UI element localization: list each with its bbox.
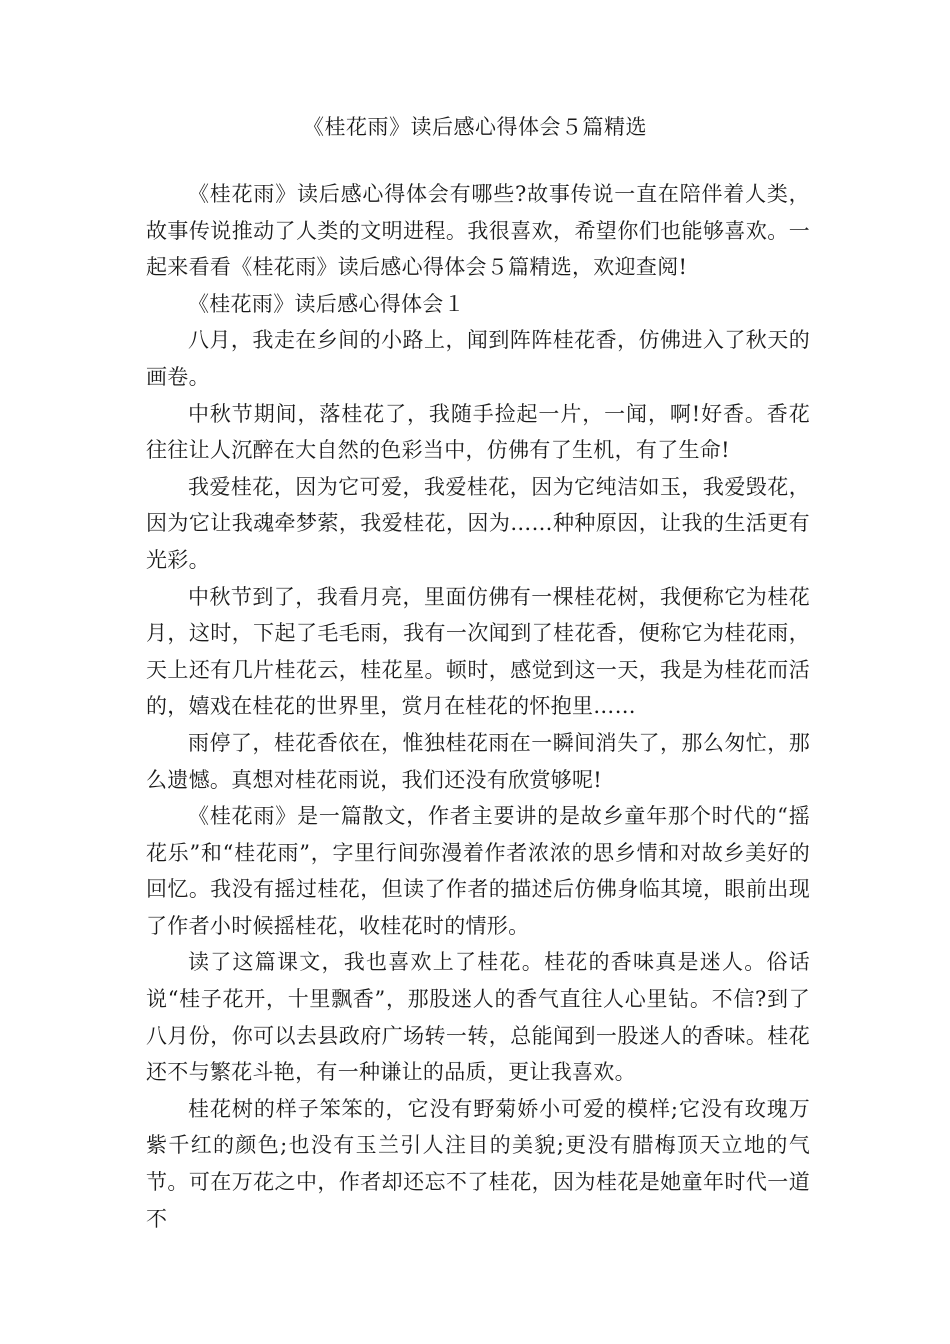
paragraph-intro: 《桂花雨》读后感心得体会有哪些?故事传说一直在陪伴着人类，故事传说推动了人类的文明进程。我很喜欢，希望你们也能够喜欢。一起来看看《桂花雨》读后感心得体会５篇精选，欢迎查阅!: [146, 182, 810, 280]
paragraph: 读了这篇课文，我也喜欢上了桂花。桂花的香味真是迷人。俗话说“桂子花开，十里飘香”，那股迷人的香气直往人心里钻。不信?到了八月份，你可以去县政府广场转一转，总能闻到一股迷人的香味。桂花还不与繁花斗艳，有一种谦让的品质，更让我喜欢。: [146, 950, 810, 1085]
document-title: 《桂花雨》读后感心得体会５篇精选: [303, 115, 647, 139]
paragraph: 《桂花雨》是一篇散文，作者主要讲的是故乡童年那个时代的“摇花乐”和“桂花雨”，字里行间弥漫着作者浓浓的思乡情和对故乡美好的回忆。我没有摇过桂花，但读了作者的描述后仿佛身临其境，眼前出现了作者小时候摇桂花，收桂花时的情形。: [146, 804, 810, 938]
section-heading: 《桂花雨》读后感心得体会１: [188, 291, 465, 316]
document-body: [146, 176, 810, 1237]
paragraph: 雨停了，桂花香依在，惟独桂花雨在一瞬间消失了，那么匆忙，那么遗憾。真想对桂花雨说，我们还没有欣赏够呢!: [146, 730, 810, 792]
paragraph: 八月，我走在乡间的小路上，闻到阵阵桂花香，仿佛进入了秋天的画卷。: [146, 328, 810, 389]
paragraph: 中秋节到了，我看月亮，里面仿佛有一棵桂花树，我便称它为桂花月，这时，下起了毛毛雨，我有一次闻到了桂花香，便称它为桂花雨，天上还有几片桂花云，桂花星。顿时，感觉到这一天，我是为桂花而活的，嬉戏在桂花的世界里，赏月在桂花的怀抱里……: [146, 584, 810, 719]
paragraph: 中秋节期间，落桂花了，我随手捡起一片，一闻，啊!好香。香花往往让人沉醉在大自然的色彩当中，仿佛有了生机，有了生命!: [146, 401, 810, 463]
paragraph: 桂花树的样子笨笨的，它没有野菊娇小可爱的模样;它没有玫瑰万紫千红的颜色;也没有玉兰引人注目的美貌;更没有腊梅顶天立地的气节。可在万花之中，作者却还忘不了桂花，因为桂花是她童年时代一道不: [146, 1096, 810, 1231]
paragraph: 我爱桂花，因为它可爱，我爱桂花，因为它纯洁如玉，我爱毁花，因为它让我魂牵梦萦，我爱桂花，因为……种种原因，让我的生活更有光彩。: [146, 474, 810, 572]
